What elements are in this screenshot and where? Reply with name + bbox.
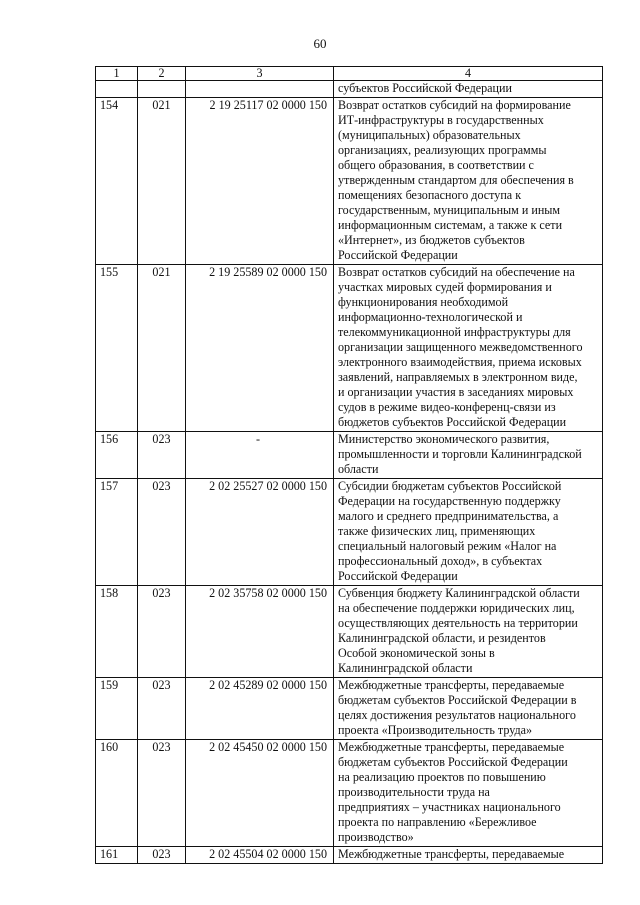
table-row: [96, 847, 603, 864]
description-line: Межбюджетные трансферты, передаваемые: [338, 740, 565, 754]
row-number: 161: [96, 847, 138, 864]
description-line: специальный налоговый режим «Налог на: [338, 539, 557, 553]
admin-code: 023: [138, 740, 186, 847]
admin-code: 023: [138, 847, 186, 864]
description-line: профессиональный доход», в субъектах: [338, 554, 543, 568]
table-row: [96, 265, 603, 432]
table-row: [96, 678, 603, 740]
description-line: бюджетам субъектов Российской Федерации в: [338, 693, 577, 707]
description-line: электронного взаимодействия, приема исковых: [338, 355, 582, 369]
description-line: заявлений, направляемых в электронном виде,: [338, 370, 578, 384]
description-line: производительности труда на: [338, 785, 490, 799]
table-row: [96, 479, 603, 586]
table-row: [96, 432, 603, 479]
description-line: ИТ-инфраструктуры в государственных: [338, 113, 544, 127]
description-line: (муниципальных) образовательных: [338, 128, 521, 142]
header-col-4: 4: [334, 67, 603, 81]
description-line: Калининградской области: [338, 661, 473, 675]
row-number: 156: [96, 432, 138, 479]
row-description: [334, 678, 603, 740]
description-line: Российской Федерации: [338, 569, 458, 583]
description-line: Межбюджетные трансферты, передаваемые: [338, 847, 565, 861]
row-description: [334, 98, 603, 265]
description-line: утвержденным стандартом для обеспечения в: [338, 173, 574, 187]
admin-code: 023: [138, 432, 186, 479]
admin-code: 023: [138, 678, 186, 740]
budget-code: 2 19 25589 02 0000 150: [186, 265, 334, 432]
budget-code: 2 19 25117 02 0000 150: [186, 98, 334, 265]
table-header: [96, 67, 603, 81]
budget-code: 2 02 45504 02 0000 150: [186, 847, 334, 864]
row-number: 157: [96, 479, 138, 586]
description-line: телекоммуникационной инфраструктуры для: [338, 325, 571, 339]
description-line: промышленности и торговли Калининградской: [338, 447, 582, 461]
description-line: судов в режиме видео-конференц-связи из: [338, 400, 556, 414]
table-row: [96, 740, 603, 847]
row-number: 154: [96, 98, 138, 265]
description-line: помещениях безопасного доступа к: [338, 188, 522, 202]
header-col-2: 2: [138, 67, 186, 81]
description-line: производство»: [338, 830, 414, 844]
description-line: Федерации на государственную поддержку: [338, 494, 561, 508]
description-line: Особой экономической зоны в: [338, 646, 495, 660]
row-number: 159: [96, 678, 138, 740]
description-line: информационным системам, а также к сети: [338, 218, 563, 232]
table-row: [96, 586, 603, 678]
header-row: [96, 67, 603, 81]
budget-code: 2 02 45289 02 0000 150: [186, 678, 334, 740]
table-row: [96, 98, 603, 265]
description-line: проекта по направлению «Бережливое: [338, 815, 537, 829]
description-line: функционирования необходимой: [338, 295, 509, 309]
description-line: государственным, муниципальным и иным: [338, 203, 561, 217]
description-line: на реализацию проектов по повышению: [338, 770, 546, 784]
description-line: Калининградской области, и резидентов: [338, 631, 546, 645]
row-description: [334, 586, 603, 678]
row-description: [334, 740, 603, 847]
description-line: осуществляющих деятельность на территории: [338, 616, 578, 630]
page-number: 60: [313, 36, 327, 51]
row-number: [96, 81, 138, 98]
row-description: [334, 479, 603, 586]
description-line: также физических лиц, применяющих: [338, 524, 536, 538]
row-description: [334, 432, 603, 479]
admin-code: [138, 81, 186, 98]
description-line: бюджетов субъектов Российской Федерации: [338, 415, 567, 429]
description-line: участках мировых судей формирования и: [338, 280, 552, 294]
description-line: «Интернет», из бюджетов субъектов: [338, 233, 525, 247]
description-line: целях достижения результатов национального: [338, 708, 576, 722]
header-col-1: 1: [96, 67, 138, 81]
budget-classification-table: [95, 66, 603, 864]
row-description: [334, 265, 603, 432]
description-line: Возврат остатков субсидий на обеспечение на: [338, 265, 575, 279]
description-line: Возврат остатков субсидий на формирование: [338, 98, 571, 112]
description-line: Министерство экономического развития,: [338, 432, 550, 446]
description-line: малого и среднего предпринимательства, а: [338, 509, 559, 523]
row-description: [334, 847, 603, 864]
description-line: проекта «Производительность труда»: [338, 723, 533, 737]
description-line: предприятиях – участниках национального: [338, 800, 561, 814]
row-number: 160: [96, 740, 138, 847]
description-line: на обеспечение поддержки юридических лиц,: [338, 601, 575, 615]
description-line: области: [338, 462, 379, 476]
description-line: информационно-технологической и: [338, 310, 523, 324]
description-line: субъектов Российской Федерации: [338, 81, 512, 95]
row-description: [334, 81, 603, 98]
budget-code: -: [186, 432, 334, 479]
row-number: 158: [96, 586, 138, 678]
admin-code: 021: [138, 265, 186, 432]
budget-code: [186, 81, 334, 98]
row-number: 155: [96, 265, 138, 432]
budget-code: 2 02 45450 02 0000 150: [186, 740, 334, 847]
description-line: Российской Федерации: [338, 248, 458, 262]
description-line: Межбюджетные трансферты, передаваемые: [338, 678, 565, 692]
description-line: Субсидии бюджетам субъектов Российской: [338, 479, 562, 493]
admin-code: 023: [138, 479, 186, 586]
description-line: бюджетам субъектов Российской Федерации: [338, 755, 568, 769]
description-line: и организации участия в заседаниях мировых: [338, 385, 574, 399]
header-col-3: 3: [186, 67, 334, 81]
table-row-continuation: [96, 81, 603, 98]
budget-code: 2 02 35758 02 0000 150: [186, 586, 334, 678]
description-line: общего образования, в соответствии с: [338, 158, 534, 172]
table-body: [96, 81, 603, 864]
description-line: организации защищенного межведомственного: [338, 340, 583, 354]
description-line: Субвенция бюджету Калининградской области: [338, 586, 580, 600]
admin-code: 023: [138, 586, 186, 678]
description-line: организациях, реализующих программы: [338, 143, 547, 157]
budget-code: 2 02 25527 02 0000 150: [186, 479, 334, 586]
admin-code: 021: [138, 98, 186, 265]
